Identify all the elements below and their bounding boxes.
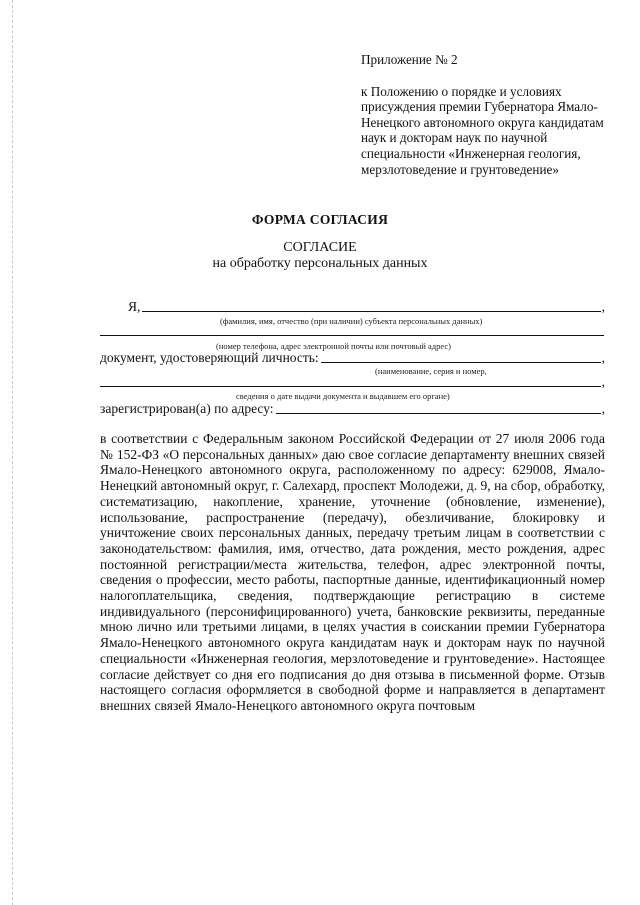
annex-number: Приложение № 2 [361,52,458,67]
address-fill-line[interactable] [276,402,601,414]
issue-fill-line[interactable] [100,375,601,387]
phone-fill-line[interactable] [100,324,604,336]
document-row [100,350,605,366]
name-comma: , [601,299,605,314]
annex-text: к Положению о порядке и условиях присуждения премии Губернатора Ямало-Ненецкого автономного округа кандидатам наук и докторам наук по научной специальности «Инженерная геология, мерзлотоведение и грунтоведение» [361,83,604,177]
issue-comma: , [601,374,605,389]
document-comma: , [601,350,605,365]
page-edge-dashes [12,0,13,905]
form-title: ФОРМА СОГЛАСИЯ [251,212,389,227]
issue-hint: сведения о дате выдачи документа и выдавшем его органе) [236,391,450,401]
document-label: документ, удостоверяющий личность: [100,350,319,365]
document-title-line1: СОГЛАСИЕ [283,240,357,255]
phone-row [100,324,605,339]
address-comma: , [601,401,605,416]
document-fill-line[interactable] [321,351,601,363]
address-row [100,401,605,417]
name-row [128,299,605,315]
name-prefix: Я, [128,299,141,314]
annex-header [361,52,621,177]
consent-body: в соответствии с Федеральным законом Российской Федерации от 27 июля 2006 года № 152-ФЗ «О персональных данных» даю свое согласие департаменту внешних связей Ямало-Ненецкого автономного округа, расположенному по адресу: 629008, Ямало-Ненецкий автономный округ, г. Салехард, проспект Молодежи, д. 9, на сбор, обработку, систематизацию, накопление, хранение, уточнение (обновление, изменение), использование, распространение (передачу), обезличивание, блокировку и уничтожение своих персональных данных, передачу третьим лицам в соответствии с законодательством: фамилия, имя, отчество, дата рождения, место рождения, адрес постоянной регистрации/места жительства, телефон, адрес электронной почты, сведения о профессии, место работы, паспортные данные, идентификационный номер налогоплательщика, сведения, подтверждающие регистрацию в системе индивидуального (персонифицированного) учета, банковские реквизиты, переданные мною лично или третьими лицами, в целях участия в соискании премии Губернатора Ямало-Ненецкого автономного округа кандидатам наук и докторам наук по научной специальности «Инженерная геология, мерзлотоведение и грунтоведение». Настоящее согласие действует со дня его подписания до дня отзыва в письменной форме. Отзыв настоящего согласия оформляется в свободной форме и направляется в департамент внешних связей Ямало-Ненецкого автономного округа почтовым [100,431,605,713]
address-label: зарегистрирован(а) по адресу: [100,401,274,416]
issue-row [100,374,605,390]
document-title [0,240,640,272]
name-hint: (фамилия, имя, отчество (при наличии) субъекта персональных данных) [220,316,483,326]
phone-hint: (номер телефона, адрес электронной почты или почтовый адрес) [216,341,451,351]
document-hint: (наименование, серия и номер, [375,366,487,376]
name-fill-line[interactable] [142,300,600,312]
document-title-line2: на обработку персональных данных [212,256,428,271]
